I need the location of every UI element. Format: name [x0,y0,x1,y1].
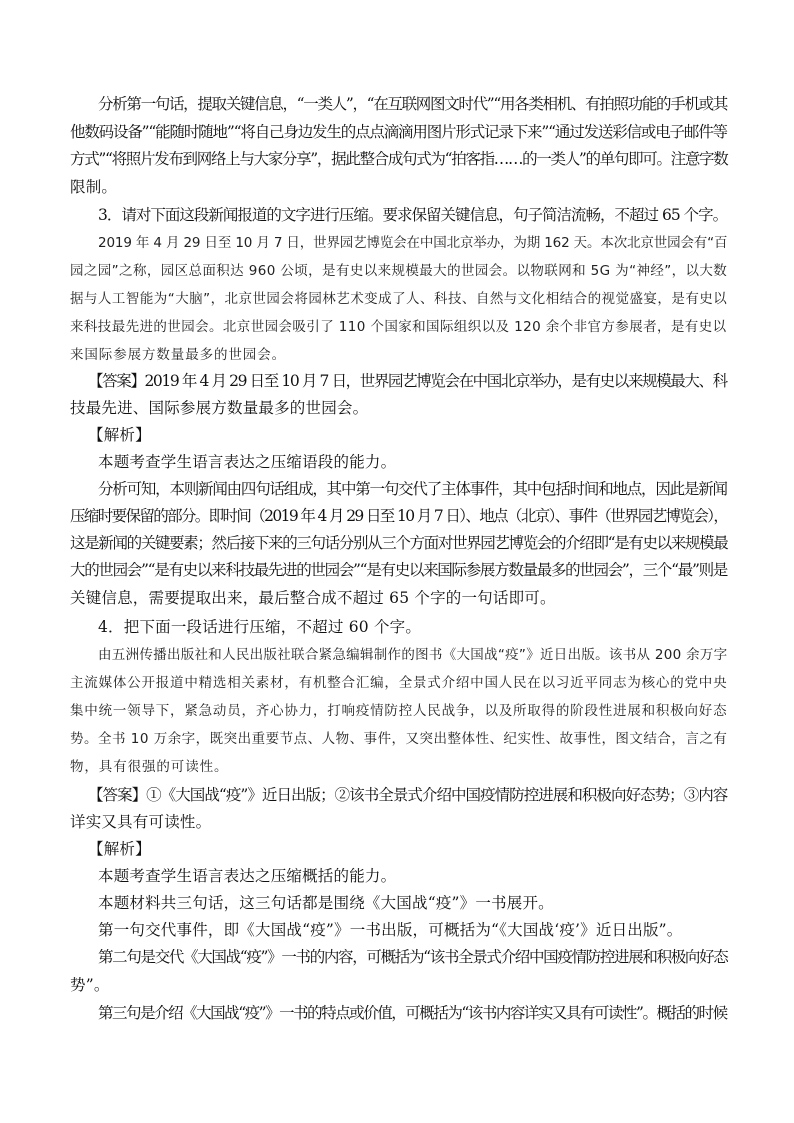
material-4-line-4: 势。全书 10 万余字，既突出重要节点、人物、事件，又突出整体性、纪实性、故事性，图文结合，言之有 [70,731,728,747]
material-4-line-5: 物，具有很强的可读性。 [70,759,229,775]
answer-4-line-2: 详实又具有可读性。 [70,813,212,831]
question-4: 4．把下面一段话进行压缩，不超过 60 个字。 [98,618,422,636]
explanation-4-line-2: 本题材料共三句话，这三句话都是围绕《大国战“疫”》一书展开。 [98,894,554,912]
answer-4-line-1: 【答案】①《大国战“疫”》近日出版；②该书全景式介绍中国疫情防控进展和积极向好态势；③内容 [88,786,728,804]
material-4-line-1: 由五洲传播出版社和人民出版社联合紧急编辑制作的图书《大国战“疫”》近日出版。该书从 200 余万字 [98,647,728,663]
material-3-line-3: 据与人工智能为“大脑”，北京世园会将园林艺术变成了人、科技、自然与文化相结合的视觉盛宴，是有史以 [70,291,728,307]
explanation-3-line-3: 压缩时要保留的部分。即时间（2019 年 4 月 29 日至 10 月 7 日）、地点（北京）、事件（世界园艺博览会）， [70,507,728,525]
material-3-line-2: 园之园”之称，园区总面积达 960 公顷，是有史以来规模最大的世园会。以物联网和 5G 为“神经”，以大数 [70,263,728,279]
analysis-line-1: 分析第一句话，提取关键信息，“一类人”，“在互联网图文时代”“用各类相机、有拍照功能的手机或其 [98,95,728,113]
explanation-3-line-1: 本题考查学生语言表达之压缩语段的能力。 [98,453,397,471]
explanation-4-line-6: 第三句是介绍《大国战“疫”》一书的特点或价值，可概括为“该书内容详实又具有可读性”。概括的时候 [98,1004,727,1022]
explanation-3-line-2: 分析可知，本则新闻由四句话组成，其中第一句交代了主体事件，其中包括时间和地点，因此是新闻 [98,480,727,498]
explanation-4-line-3: 第一句交代事件，即《大国战“疫”》一书出版，可概括为“《大国战‘疫’》近日出版”。 [98,921,683,939]
explanation-3-heading: 【解析】 [88,426,151,444]
explanation-4-line-4: 第二句是交代《大国战“疫”》一书的内容，可概括为“该书全景式介绍中国疫情防控进展和积极向好态 [98,948,728,966]
answer-3-line-1: 【答案】2019 年 4 月 29 日至 10 月 7 日，世界园艺博览会在中国北京举办，是有史以来规模最大、科 [88,372,727,390]
explanation-4-line-5: 势”。 [70,976,110,994]
material-4-line-3: 集中统一领导下，紧急动员，齐心协力，打响疫情防控人民战争，以及所取得的阶段性进展和积极向好态 [70,703,728,719]
explanation-3-line-4: 这是新闻的关键要素；然后接下来的三句话分别从三个方面对世界园艺博览会的介绍即“是有史以来规模最 [70,534,728,552]
analysis-line-2: 他数码设备”“能随时随地”“将自己身边发生的点点滴滴用图片形式记录下来”“通过发送彩信或电子邮件等 [70,123,727,141]
analysis-line-4: 限制。 [70,178,118,196]
explanation-4-heading: 【解析】 [88,840,151,858]
material-3-line-5: 来国际参展方数量最多的世园会。 [70,347,286,363]
question-3: 3．请对下面这段新闻报道的文字进行压缩。要求保留关键信息，句子简洁流畅，不超过 65 个字。 [98,206,728,224]
material-3-line-4: 来科技最先进的世园会。北京世园会吸引了 110 个国家和国际组织以及 120 余个非官方参展者，是有史以 [70,319,727,335]
material-4-line-2: 主流媒体公开报道中精选相关素材，有机整合汇编，全景式介绍中国人民在以习近平同志为核心的党中央 [70,675,728,691]
answer-3-line-2: 技最先进、国际参展方数量最多的世园会。 [70,399,369,417]
analysis-line-3: 方式”“将照片发布到网络上与大家分享”，据此整合成句式为“拍客指……的一类人”的单句即可。注意字数 [70,150,728,168]
explanation-3-line-6: 关键信息，需要提取出来，最后整合成不超过 65 个字的一句话即可。 [70,589,556,607]
explanation-3-line-5: 大的世园会”“是有史以来科技最先进的世园会”“是有史以来国际参展方数量最多的世园会”，三个“最”则是 [70,561,727,579]
material-3-line-1: 2019 年 4 月 29 日至 10 月 7 日，世界园艺博览会在中国北京举办，为期 162 天。本次北京世园会有“百 [98,235,728,251]
explanation-4-line-1: 本题考查学生语言表达之压缩概括的能力。 [98,867,397,885]
